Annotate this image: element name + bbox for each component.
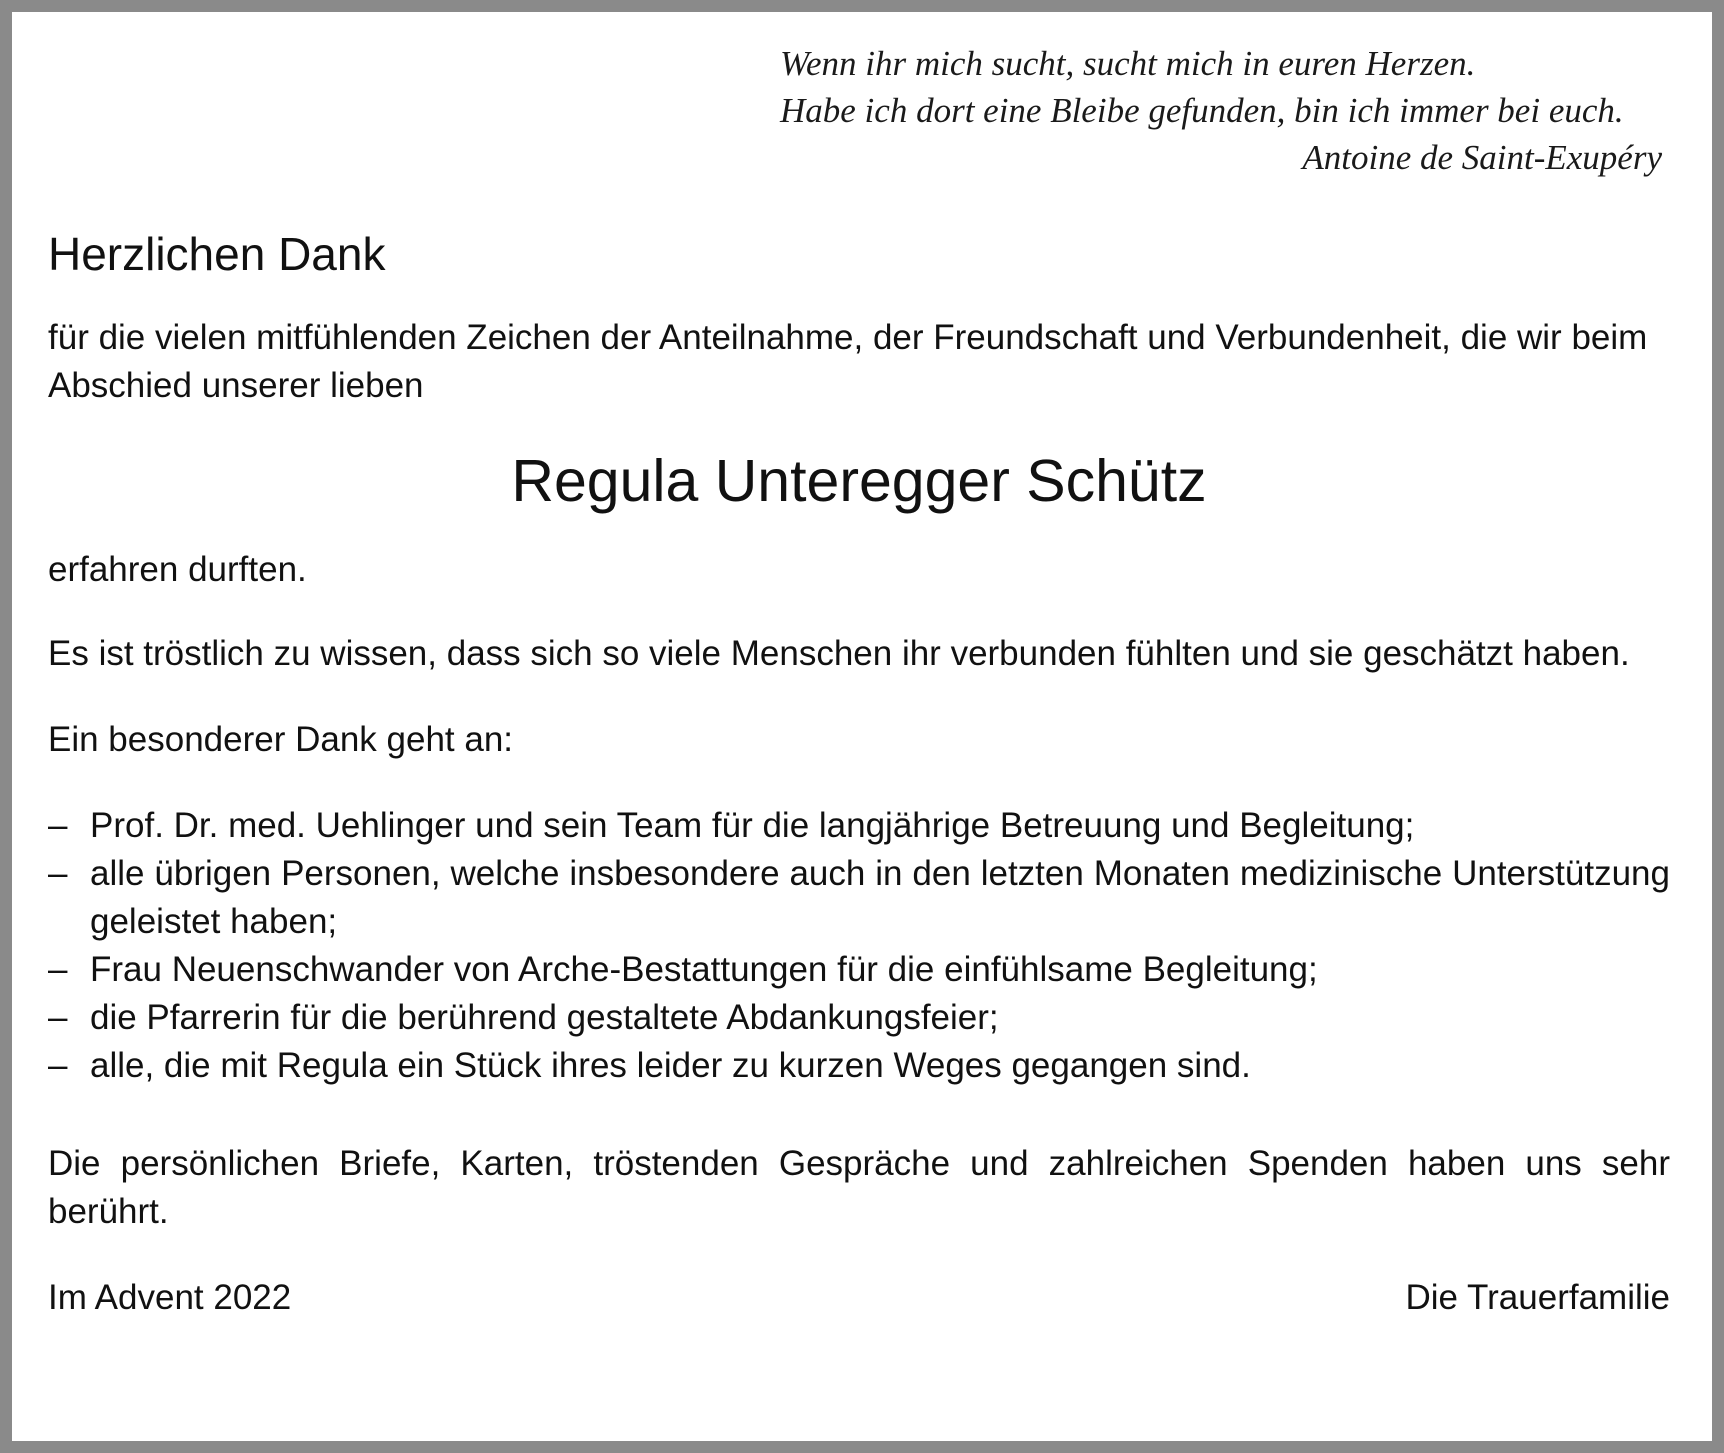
list-item <box>48 1042 1670 1090</box>
list-item-text: die Pfarrerin für die berührend gestaltete Abdankungsfeier; <box>90 998 999 1037</box>
dash-marker: – <box>48 854 68 893</box>
intro-text: für die vielen mitfühlenden Zeichen der Anteilnahme, der Freundschaft und Verbundenheit, die wir beim Abschied unserer lieben <box>48 318 1648 405</box>
letters-text: Die persönlichen Briefe, Karten, tröstenden Gespräche und zahlreichen Spenden haben uns sehr berührt. <box>48 1144 1670 1231</box>
dash-marker: – <box>48 806 68 845</box>
thanks-list <box>48 802 1670 1090</box>
motto-author: Antoine de Saint-Exupéry <box>1302 138 1662 177</box>
deceased-name: Regula Unteregger Schütz <box>511 448 1207 514</box>
after-name-text: erfahren durften. <box>48 550 307 589</box>
list-item-text: alle, die mit Regula ein Stück ihres leider zu kurzen Weges gegangen sind. <box>90 1046 1251 1085</box>
list-item-text: Prof. Dr. med. Uehlinger und sein Team für die langjährige Betreuung und Begleitung; <box>90 806 1415 845</box>
headline: Herzlichen Dank <box>48 228 386 280</box>
special-thanks-intro: Ein besonderer Dank geht an: <box>48 720 514 759</box>
list-item <box>48 946 1670 994</box>
list-item-text: Frau Neuenschwander von Arche-Bestattungen für die einfühlsame Begleitung; <box>90 950 1318 989</box>
notice-body <box>48 224 1670 1322</box>
dash-marker: – <box>48 998 68 1037</box>
list-item <box>48 994 1670 1042</box>
motto-line-2: Habe ich dort eine Bleibe gefunden, bin ich immer bei euch. <box>780 91 1624 130</box>
date-text: Im Advent 2022 <box>48 1278 292 1317</box>
footer <box>48 1274 1670 1322</box>
thank-you-notice <box>12 12 1712 1441</box>
motto-quote <box>662 40 1662 181</box>
list-item <box>48 850 1670 946</box>
dash-marker: – <box>48 950 68 989</box>
list-item-text: alle übrigen Personen, welche insbesondere auch in den letzten Monaten medizinische Unterstützung geleistet haben; <box>90 854 1670 941</box>
list-item <box>48 802 1670 850</box>
motto-line-1: Wenn ihr mich sucht, sucht mich in euren Herzen. <box>780 44 1476 83</box>
signature-text: Die Trauerfamilie <box>1405 1278 1670 1317</box>
dash-marker: – <box>48 1046 68 1085</box>
comfort-text: Es ist tröstlich zu wissen, dass sich so viele Menschen ihr verbunden fühlten und sie geschätzt haben. <box>48 634 1630 673</box>
